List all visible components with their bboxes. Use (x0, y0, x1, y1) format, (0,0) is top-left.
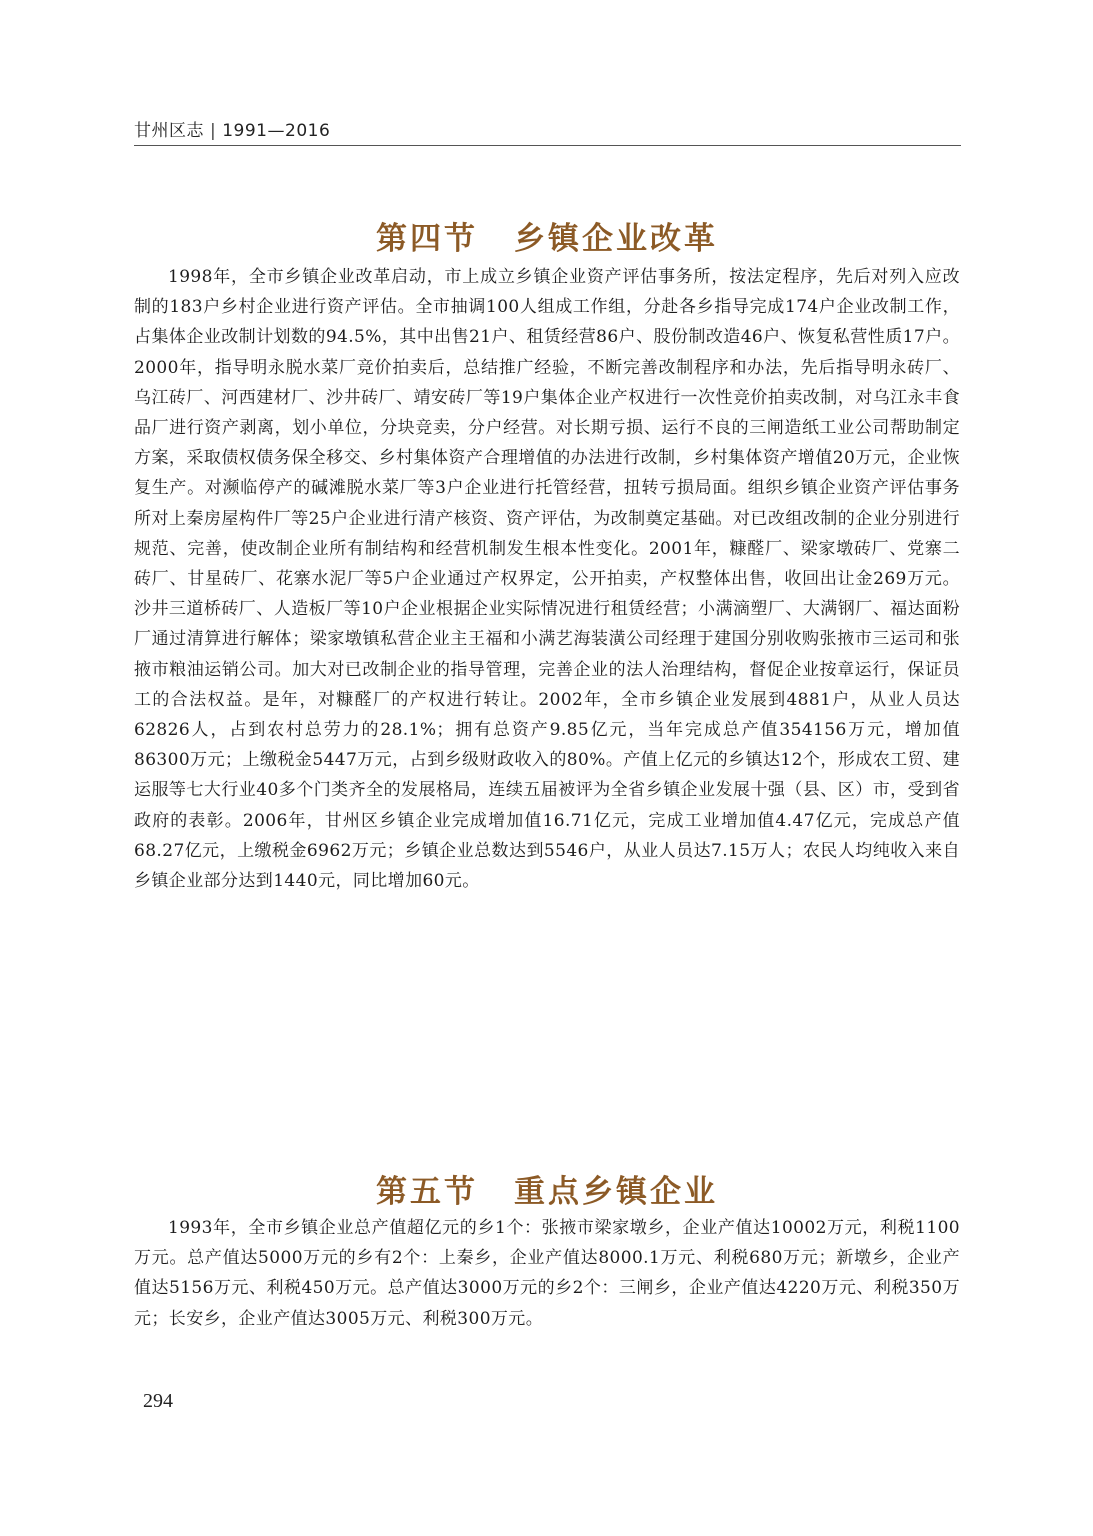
header-separator: | (210, 121, 217, 141)
header-rule (134, 145, 961, 146)
section-number: 第四节 (376, 220, 478, 257)
page-number: 294 (143, 1390, 173, 1412)
section-4-paragraph: 1998年，全市乡镇企业改革启动，市上成立乡镇企业资产评估事务所，按法定程序，先后对列入应改制的183户乡村企业进行资产评估。全市抽调100人组成工作组，分赴各乡指导完成174户企业改制工作，占集体企业改制计划数的94.5%，其中出售21户、租赁经营86户、股份制改造46户、恢复私营性质17户。2000年，指导明永脱水菜厂竞价拍卖后，总结推广经验，不断完善改制程序和办法，先后指导明永砖厂、乌江砖厂、河西建材厂、沙井砖厂、靖安砖厂等19户集体企业产权进行一次性竞价拍卖改制，对乌江永丰食品厂进行资产剥离，划小单位，分块竞卖，分户经营。对长期亏损、运行不良的三闸造纸工业公司帮助制定方案，采取债权债务保全移交、乡村集体资产合理增值的办法进行改制，乡村集体资产增值20万元，企业恢复生产。对濒临停产的碱滩脱水菜厂等3户企业进行托管经营，扭转亏损局面。组织乡镇企业资产评估事务所对上秦房屋构件厂等25户企业进行清产核资、资产评估，为改制奠定基础。对已改组改制的企业分别进行规范、完善，使改制企业所有制结构和经营机制发生根本性变化。2001年，糠醛厂、梁家墩砖厂、党寨二砖厂、甘星砖厂、花寨水泥厂等5户企业通过产权界定，公开拍卖，产权整体出售，收回出让金269万元。沙井三道桥砖厂、人造板厂等10户企业根据企业实际情况进行租赁经营；小满滴塑厂、大满钢厂、福达面粉厂通过清算进行解体；梁家墩镇私营企业主王福和小满艺海装潢公司经理于建国分别收购张掖市三运司和张掖市粮油运销公司。加大对已改制企业的指导管理，完善企业的法人治理结构，督促企业按章运行，保证员工的合法权益。是年，对糠醛厂的产权进行转让。2002年，全市乡镇企业发展到4881户，从业人员达62826人，占到农村总劳力的28.1%；拥有总资产9.85亿元，当年完成总产值354156万元，增加值86300万元；上缴税金5447万元，占到乡级财政收入的80%。产值上亿元的乡镇达12个，形成农工贸、建运服等七大行业40多个门类齐全的发展格局，连续五届被评为全省乡镇企业发展十强（县、区）市，受到省政府的表彰。2006年，甘州区乡镇企业完成增加值16.71亿元，完成工业增加值4.47亿元，完成总产值68.27亿元，上缴税金6962万元；乡镇企业总数达到5546户，从业人员达7.15万人；农民人均纯收入来自乡镇企业部分达到1440元，同比增加60元。 (134, 267, 960, 892)
header-years: 1991—2016 (222, 121, 331, 141)
running-header (134, 121, 960, 141)
book-title: 甘州区志 (134, 121, 204, 141)
section-title-5 (134, 1172, 960, 1212)
section-number: 第五节 (376, 1173, 478, 1210)
section-heading: 重点乡镇企业 (514, 1173, 718, 1210)
section-heading: 乡镇企业改革 (514, 220, 718, 257)
section-title-4 (134, 219, 960, 259)
section-5-paragraph: 1993年，全市乡镇企业总产值超亿元的乡1个：张掖市梁家墩乡，企业产值达10002万元，利税1100万元。总产值达5000万元的乡有2个：上秦乡，企业产值达8000.1万元、利税680万元；新墩乡，企业产值达5156万元、利税450万元。总产值达3000万元的乡2个：三闸乡，企业产值达4220万元、利税350万元；长安乡，企业产值达3005万元、利税300万元。 (134, 1218, 960, 1329)
